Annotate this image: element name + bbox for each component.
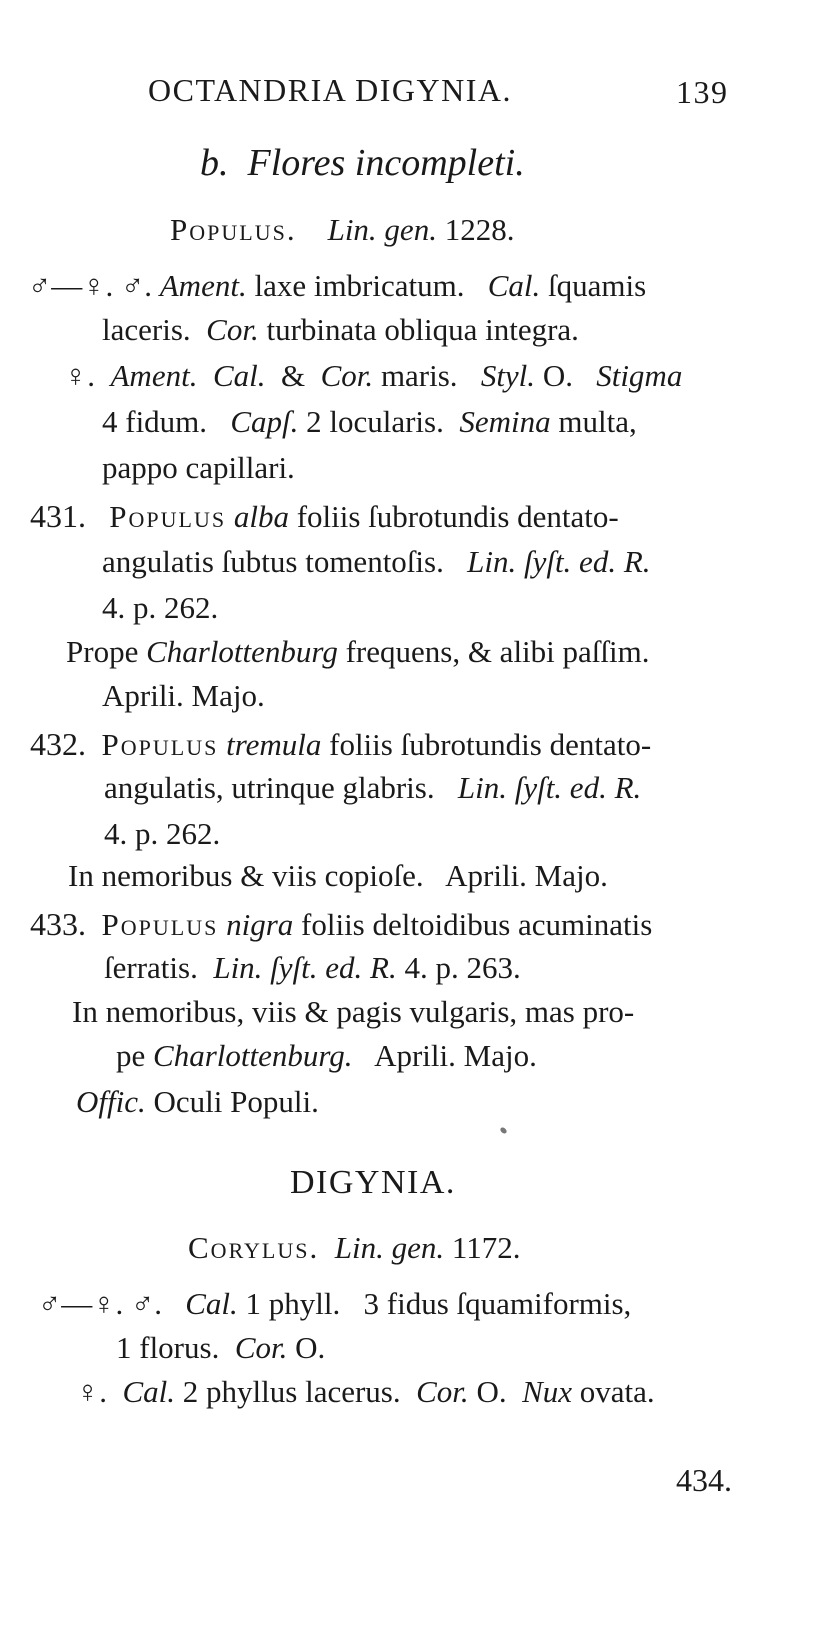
term: Cor.: [416, 1374, 469, 1409]
entry-line: [104, 818, 220, 849]
text: maris.: [380, 358, 458, 393]
sex-symbols: ♂—♀. ♂.: [38, 1286, 162, 1321]
text: 2 locularis.: [306, 404, 444, 439]
habitat-line: [72, 996, 634, 1027]
habitat-line: [66, 636, 650, 667]
text: 4: [102, 404, 118, 439]
text: 1 florus.: [116, 1330, 220, 1365]
term: Capſ.: [230, 404, 299, 439]
genus-heading-corylus: [188, 1232, 520, 1263]
species-name: tremula: [226, 727, 322, 762]
genus-heading-populus: [170, 214, 514, 245]
description: angulatis ſubtus tomentoſis.: [102, 544, 444, 579]
genus-desc-line: [102, 314, 579, 345]
term: Ament.: [110, 358, 198, 393]
habitat: Prope: [66, 634, 139, 669]
entry-number: 432.: [30, 726, 86, 762]
entry-line: [104, 772, 641, 803]
genus-name: Populus.: [170, 212, 297, 247]
place-name: Charlottenburg: [146, 634, 338, 669]
description: foliis ſubrotundis dentato-: [329, 727, 652, 762]
entry-number: 433.: [30, 906, 86, 942]
term: Cor.: [234, 1330, 288, 1365]
term: Cor.: [320, 358, 374, 393]
term: Cal.: [487, 268, 541, 303]
text: 1 phyll. 3 fidus ſquamiformis,: [245, 1286, 632, 1321]
text: O.: [542, 358, 573, 393]
term: Stigma: [596, 358, 683, 393]
subtitle-text: Flores incompleti.: [247, 142, 525, 184]
text: multa,: [558, 404, 637, 439]
section-heading: DIGYNIA.: [290, 1164, 456, 1201]
habitat-line: [102, 680, 265, 711]
reference-page: 4. p. 262.: [102, 590, 219, 625]
species-name: nigra: [226, 907, 294, 942]
genus-desc-line: [102, 452, 295, 483]
header-title: OCTANDRIA DIGYNIA.: [148, 72, 512, 108]
text: laxe imbricatum.: [254, 268, 465, 303]
sex-symbols: ♂—♀. ♂.: [28, 268, 152, 303]
genus-name: Corylus.: [188, 1230, 320, 1265]
officinal-label: Offic.: [76, 1084, 146, 1119]
term: Ament.: [159, 268, 247, 303]
text: fidum.: [125, 404, 208, 439]
text: 2 phyllus lacerus.: [182, 1374, 401, 1409]
entry-line: [102, 592, 218, 623]
text: laceris.: [102, 312, 191, 347]
sex-symbols: ♀.: [76, 1374, 107, 1409]
term: Nux: [522, 1374, 573, 1409]
term: Cal.: [122, 1374, 176, 1409]
habitat: frequens, & alibi paſſim.: [345, 634, 650, 669]
genus-desc-line: [28, 270, 646, 301]
genus-desc-line: [76, 1376, 655, 1407]
genus-desc-line: [64, 360, 682, 391]
description: foliis ſubrotundis dentato-: [296, 499, 619, 534]
genus-ref-num: 1228.: [444, 212, 515, 247]
entry-line: [102, 546, 651, 577]
subtitle: [200, 144, 525, 182]
habitat-line: [116, 1040, 537, 1071]
genus-ref-num: 1172.: [451, 1230, 521, 1265]
habitat: In nemoribus & viis copioſe. Aprili. Majo.: [68, 858, 608, 893]
species-name: alba: [233, 499, 289, 534]
text: O.: [295, 1330, 326, 1365]
genus-ref: Lin. gen.: [327, 212, 437, 247]
page-number: 139: [676, 74, 729, 110]
term: Styl.: [480, 358, 536, 393]
reference-page: 4. p. 262.: [104, 816, 221, 851]
running-header: [148, 74, 512, 106]
officinal-name: Oculi Populi.: [153, 1084, 319, 1119]
text: O.: [476, 1374, 507, 1409]
text: ovata.: [579, 1374, 655, 1409]
description: foliis deltoidibus acuminatis: [301, 907, 653, 942]
species-entry-431: [30, 500, 619, 532]
species-entry-432: [30, 728, 651, 760]
officinal-line: [76, 1086, 319, 1117]
genus-desc-line: [102, 406, 637, 437]
term: Cor.: [206, 312, 259, 347]
genus-name: Populus: [101, 907, 219, 942]
reference: Lin. ſyſt. ed. R.: [457, 770, 642, 805]
habitat: In nemoribus, viis & pagis vulgaris, mas pro-: [72, 994, 635, 1029]
flowering-time: Aprili. Majo.: [374, 1038, 537, 1073]
text: pappo capillari.: [102, 450, 295, 485]
reference-page: 4. p. 263.: [404, 950, 521, 985]
habitat-line: [68, 860, 608, 891]
text: turbinata obliqua integra.: [266, 312, 579, 347]
place-name: Charlottenburg.: [153, 1038, 353, 1073]
genus-ref: Lin. gen.: [334, 1230, 445, 1265]
habitat: pe: [116, 1038, 146, 1073]
genus-name: Populus: [109, 499, 227, 534]
genus-desc-line: [116, 1332, 325, 1363]
entry-line: [104, 952, 521, 983]
text: &: [281, 358, 306, 393]
catchword: 434.: [676, 1462, 732, 1498]
sex-symbols: ♀.: [64, 358, 95, 393]
entry-number: 431.: [30, 498, 86, 534]
term: Semina: [459, 404, 551, 439]
description: ſerratis.: [104, 950, 198, 985]
ink-speck: [499, 1126, 508, 1134]
flowering-time: Aprili. Majo.: [102, 678, 265, 713]
term: Cal.: [212, 358, 266, 393]
subtitle-letter: b.: [200, 142, 229, 184]
genus-name: Populus: [101, 727, 219, 762]
species-entry-433: [30, 908, 652, 940]
reference: Lin. ſyſt. ed. R.: [467, 544, 651, 579]
reference: Lin. ſyſt. ed. R.: [213, 950, 397, 985]
description: angulatis, utrinque glabris.: [104, 770, 435, 805]
term: Cal.: [185, 1286, 238, 1321]
text: ſquamis: [548, 268, 647, 303]
genus-desc-line: [38, 1288, 631, 1319]
